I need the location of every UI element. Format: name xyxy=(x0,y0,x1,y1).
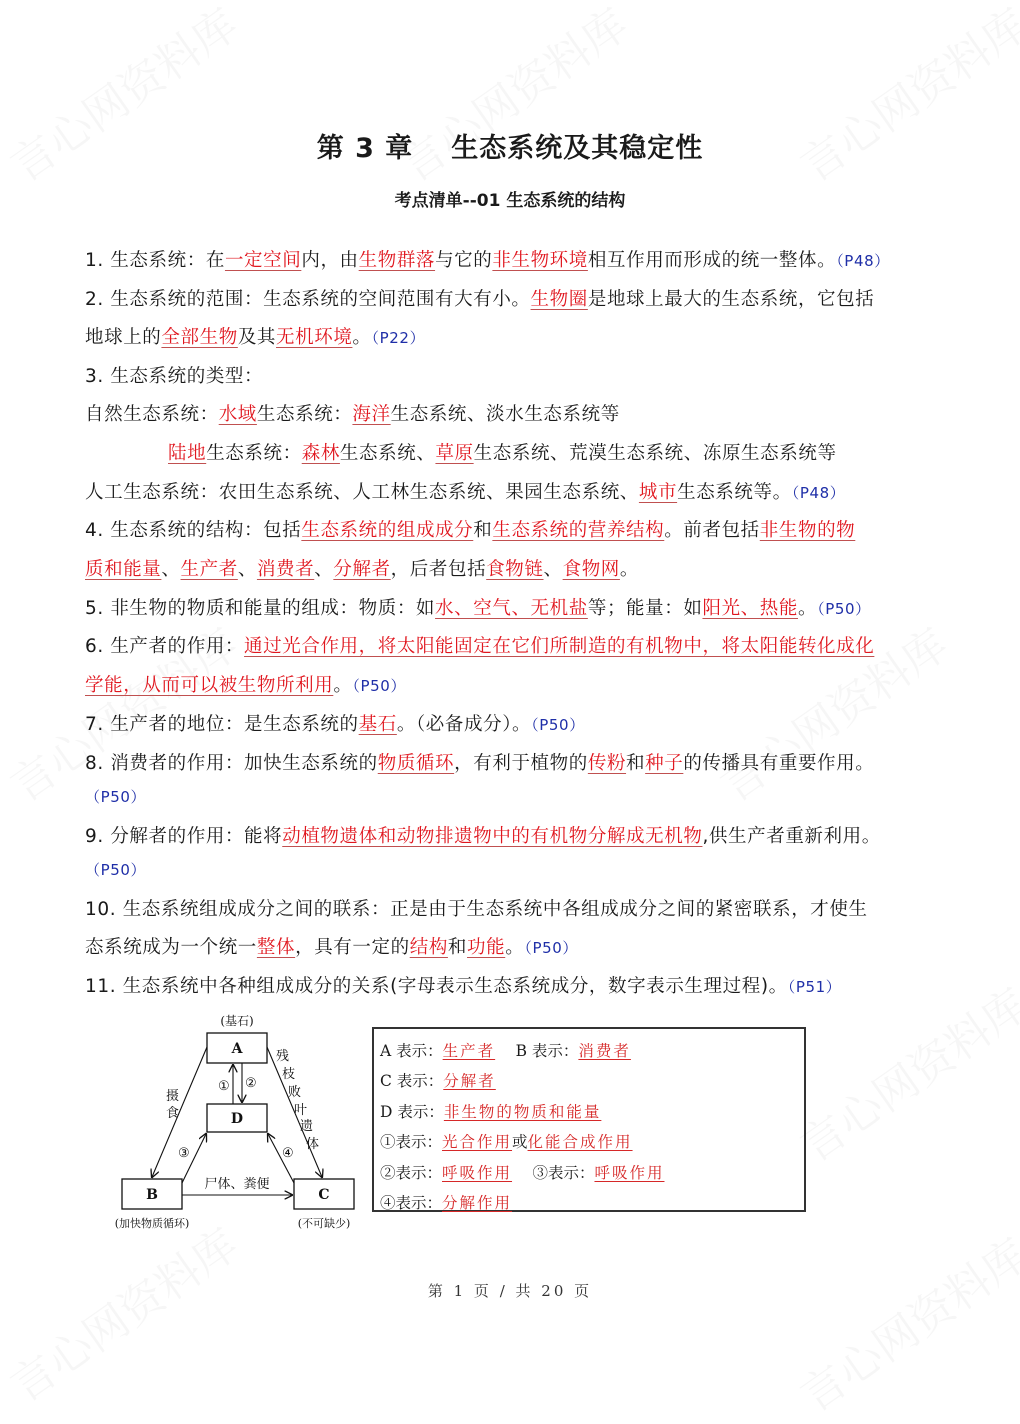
answer-highlight: 基石 xyxy=(358,714,397,735)
body-text: 9. 分解者的作用：能将 xyxy=(85,826,283,847)
body-text: 及其 xyxy=(237,327,277,348)
body-text: 相互作用而形成的统一整体。 xyxy=(587,250,837,271)
legend-answer: 呼吸作用 xyxy=(442,1164,513,1182)
content-line xyxy=(85,786,146,807)
legend-label: ①表示： xyxy=(380,1133,443,1151)
process-4: ④ xyxy=(282,1146,294,1161)
answer-highlight: 生物群落 xyxy=(358,250,436,271)
node-a-label: A xyxy=(231,1041,243,1057)
body-text: 。前者包括 xyxy=(664,520,760,541)
answer-highlight: 海洋 xyxy=(352,404,391,425)
page-reference: （P48） xyxy=(791,484,846,502)
content-line xyxy=(85,749,874,775)
answer-highlight: 一定空间 xyxy=(224,250,302,271)
body-text: 等；能量：如 xyxy=(587,598,703,619)
legend-answer: 生产者 xyxy=(442,1042,496,1060)
legend-label: C 表示： xyxy=(380,1072,444,1090)
label-b-role: (加快物质循环) xyxy=(114,1217,190,1230)
body-text: 态系统成为一个统一 xyxy=(85,937,257,958)
body-text: 生态系统、荒漠生态系统、冻原生态系统等 xyxy=(473,443,837,464)
content-line xyxy=(85,400,620,426)
body-text: 。 xyxy=(352,327,372,348)
page-footer: 第 1 页 / 共 20 页 xyxy=(427,1282,593,1300)
legend-label: A 表示： xyxy=(380,1042,443,1060)
legend-label: ②表示： xyxy=(380,1164,443,1182)
legend-answer: 呼吸作用 xyxy=(594,1164,665,1182)
page-reference: （P50） xyxy=(85,861,147,879)
chapter-number: 第 3 章 xyxy=(316,133,414,164)
answer-highlight: 生态系统的营养结构 xyxy=(492,520,665,541)
content-line xyxy=(85,822,881,848)
content-line xyxy=(85,594,871,620)
edge-label-remains: 尸体、粪便 xyxy=(204,1177,270,1192)
node-b-label: B xyxy=(146,1187,158,1203)
answer-highlight: 全部生物 xyxy=(161,327,238,348)
ecosystem-relationship-diagram xyxy=(100,1005,370,1235)
body-text: 地球上的 xyxy=(85,327,162,348)
page-reference: （P50） xyxy=(352,677,407,695)
legend-row xyxy=(380,1069,496,1091)
answer-highlight: 非生物的物 xyxy=(759,520,856,541)
body-text: 生态系统、 xyxy=(339,443,436,464)
legend-row xyxy=(380,1100,601,1122)
body-text: 3. 生态系统的类型： xyxy=(85,366,264,387)
body-text: 8. 消费者的作用：加快生态系统的 xyxy=(85,753,378,774)
body-text: 内，由 xyxy=(301,250,359,271)
body-text: 1. 生态系统：在 xyxy=(85,250,225,271)
page-reference: （P50） xyxy=(817,600,871,618)
node-c-label: C xyxy=(318,1187,330,1203)
body-text: 、 xyxy=(161,559,181,580)
legend-label: 或 xyxy=(512,1133,528,1151)
chapter-title: 生态系统及其稳定性 xyxy=(451,133,704,164)
body-text: ，具有一定的 xyxy=(295,937,410,958)
body-text: 。 xyxy=(333,675,353,696)
answer-highlight: 城市 xyxy=(638,482,678,503)
legend-label: D 表示： xyxy=(380,1103,444,1121)
legend-row xyxy=(380,1039,631,1061)
legend-label: B 表示： xyxy=(495,1042,579,1060)
body-text: 生态系统、淡水生态系统等 xyxy=(390,404,620,425)
body-text: 6. 生产者的作用： xyxy=(85,636,245,657)
legend-answer: 分解作用 xyxy=(442,1194,513,1212)
process-1: ① xyxy=(218,1079,230,1094)
body-text: 。 xyxy=(797,598,818,619)
answer-highlight: 消费者 xyxy=(256,559,315,580)
body-text: 人工生态系统：农田生态系统、人工林生态系统、果园生态系统、 xyxy=(85,482,639,503)
answer-highlight: 通过光合作用，将太阳能固定在它们所制造的有机物中，将太阳能转化成化 xyxy=(244,636,875,657)
edge-label-litter: 残 xyxy=(276,1049,290,1064)
edge-label-feeding-1: 摄 xyxy=(166,1089,180,1104)
edge-label-litter: 遗 xyxy=(300,1119,314,1134)
body-text: 、 xyxy=(543,559,563,580)
body-text: 的传播具有重要作用。 xyxy=(683,753,875,774)
legend-answer: 化能合成作用 xyxy=(527,1133,633,1151)
content-line xyxy=(85,972,841,998)
answer-highlight: 森林 xyxy=(301,443,340,464)
answer-highlight: 结构 xyxy=(409,937,448,958)
content-line xyxy=(85,632,874,658)
answer-highlight: 物质循环 xyxy=(377,753,455,774)
content-line xyxy=(85,859,146,880)
answer-highlight: 生物圈 xyxy=(530,289,588,310)
edge-label-litter: 叶 xyxy=(294,1103,308,1118)
content-line xyxy=(85,285,874,311)
legend-answer: 光合作用 xyxy=(442,1133,513,1151)
legend-label: ④表示： xyxy=(380,1194,443,1212)
process-2: ② xyxy=(245,1076,257,1091)
body-text: 自然生态系统： xyxy=(85,404,219,425)
answer-highlight: 阳光、热能 xyxy=(702,598,798,619)
body-text: 、 xyxy=(237,559,257,580)
content-line xyxy=(85,933,578,959)
body-text: 和 xyxy=(447,937,468,958)
body-text: 4. 生态系统的结构：包括 xyxy=(85,520,302,541)
legend-row xyxy=(380,1191,512,1213)
page-reference: （P50） xyxy=(531,716,585,734)
answer-highlight: 水、空气、无机盐 xyxy=(435,598,588,619)
body-text: 、 xyxy=(314,559,334,580)
content-line xyxy=(85,516,855,542)
body-text: 7. 生产者的地位：是生态系统的 xyxy=(85,714,359,735)
content-line xyxy=(85,323,425,349)
body-text: 5. 非生物的物质和能量的组成：物质：如 xyxy=(85,598,436,619)
answer-highlight: 非生物环境 xyxy=(492,250,588,271)
body-text: ，后者包括 xyxy=(390,559,487,580)
legend-answer: 消费者 xyxy=(578,1042,631,1060)
answer-highlight: 无机环境 xyxy=(276,327,353,348)
answer-highlight: 生态系统的组成成分 xyxy=(301,520,474,541)
body-text: 10. 生态系统组成成分之间的联系：正是由于生态系统中各组成成分之间的紧密联系，才使生 xyxy=(85,899,868,920)
page-reference: （P48） xyxy=(836,252,890,270)
label-c-role: (不可缺少) xyxy=(297,1217,351,1230)
answer-highlight: 种子 xyxy=(645,753,684,774)
body-text: 。 xyxy=(505,937,525,958)
edge-label-litter: 败 xyxy=(288,1085,302,1100)
legend-answer: 非生物的物质和能量 xyxy=(443,1103,602,1121)
answer-highlight: 质和能量 xyxy=(85,559,162,580)
answer-highlight: 草原 xyxy=(435,443,474,464)
answer-highlight: 传粉 xyxy=(587,753,627,774)
body-text: ,供生产者重新利用。 xyxy=(702,826,881,847)
body-text: 。 xyxy=(619,559,640,580)
body-text: 。（必备成分）。 xyxy=(396,714,532,735)
content-line xyxy=(85,362,263,388)
page-reference: （P51） xyxy=(787,978,842,996)
answer-highlight: 陆地 xyxy=(168,443,207,464)
answer-highlight: 学能，从而可以被生物所利用 xyxy=(85,675,334,696)
content-line xyxy=(85,246,890,272)
answer-highlight: 功能 xyxy=(467,937,506,958)
legend-row xyxy=(380,1130,633,1152)
edge-label-feeding-2: 食 xyxy=(166,1106,180,1121)
label-keystone: (基石) xyxy=(220,1014,254,1028)
section-subtitle: 考点清单--01 生态系统的结构 xyxy=(394,191,626,211)
page-reference: （P50） xyxy=(85,788,147,806)
body-text: 2. 生态系统的范围：生态系统的空间范围有大有小。 xyxy=(85,289,531,310)
node-d-label: D xyxy=(230,1111,244,1127)
watermark xyxy=(0,1210,248,1414)
body-text: 生态系统等。 xyxy=(677,482,792,503)
page-reference: （P50） xyxy=(524,939,578,957)
page-title xyxy=(0,126,1020,165)
body-text: 生态系统： xyxy=(206,443,302,464)
body-text: 和 xyxy=(473,520,493,541)
answer-highlight: 水域 xyxy=(218,404,257,425)
edge-label-litter: 枝 xyxy=(282,1067,296,1082)
content-line xyxy=(85,478,845,504)
page-reference: （P22） xyxy=(371,329,426,347)
answer-highlight: 食物链 xyxy=(486,559,544,580)
content-line xyxy=(85,671,406,697)
content-line xyxy=(85,710,585,736)
content-line xyxy=(168,439,837,465)
body-text: 和 xyxy=(626,753,646,774)
answer-highlight: 生产者 xyxy=(180,559,238,580)
legend-answer: 分解者 xyxy=(443,1072,496,1090)
watermark xyxy=(786,970,1020,1174)
answer-highlight: 整体 xyxy=(256,937,296,958)
body-text: 是地球上最大的生态系统，它包括 xyxy=(587,289,875,310)
legend-row xyxy=(380,1161,664,1183)
answer-highlight: 分解者 xyxy=(333,559,391,580)
edge-label-litter: 体 xyxy=(306,1137,320,1152)
watermark xyxy=(786,1220,1020,1424)
content-line xyxy=(85,895,868,921)
answer-highlight: 食物网 xyxy=(562,559,620,580)
legend-label: ③表示： xyxy=(512,1164,595,1182)
content-line xyxy=(85,555,639,581)
body-text: 11. 生态系统中各种组成成分的关系(字母表示生态系统成分，数字表示生理过程)。 xyxy=(85,976,788,997)
body-text: 生态系统： xyxy=(256,404,353,425)
answer-highlight: 动植物遗体和动物排遗物中的有机物分解成无机物 xyxy=(282,826,703,847)
diagram-legend-box xyxy=(372,1027,806,1212)
body-text: ，有利于植物的 xyxy=(454,753,588,774)
process-3: ③ xyxy=(178,1146,190,1161)
body-text: 与它的 xyxy=(435,250,493,271)
